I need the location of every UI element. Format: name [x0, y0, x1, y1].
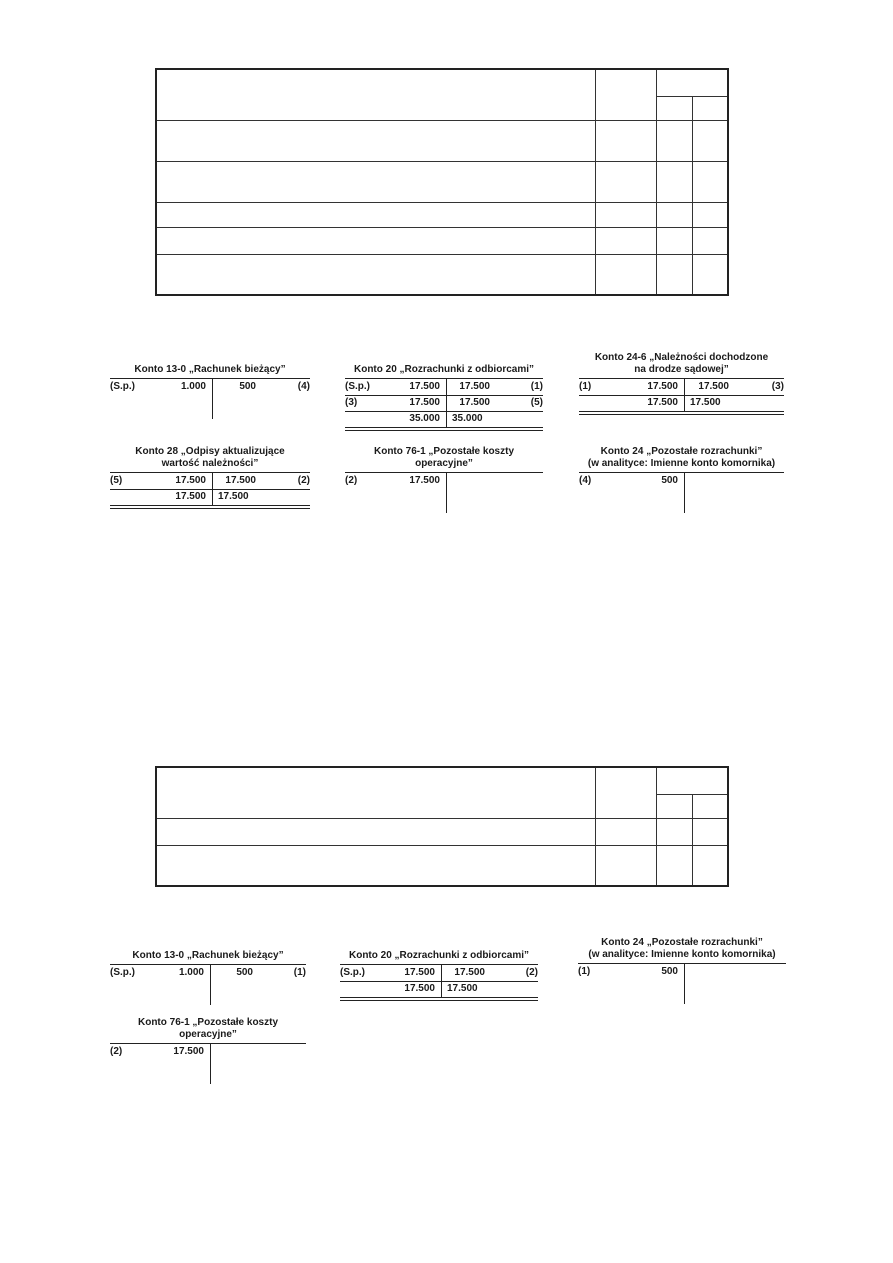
account-title-line: Konto 24-6 „Należności dochodzone: [594, 352, 769, 363]
t-account-divider: [210, 965, 211, 1005]
account-title-line: na drodze sądowej”: [634, 364, 729, 375]
table-cell: [595, 202, 656, 227]
credit-ref: (1): [530, 381, 543, 392]
debit-ref: (3): [345, 397, 358, 408]
header-cell: [595, 69, 656, 120]
table-cell: [156, 161, 595, 202]
debit-ref: (5): [110, 475, 123, 486]
t-account-pozostale-rozrachunki: [579, 446, 784, 513]
debit-amount: 17.500: [173, 1046, 204, 1057]
header-cell: [156, 69, 595, 120]
table-cell: [656, 254, 692, 295]
header-cell: [692, 96, 728, 120]
account-title: [579, 352, 784, 376]
table-cell: [692, 254, 728, 295]
entry-row: [110, 473, 310, 489]
debit-ref: (1): [579, 381, 592, 392]
table-cell: [595, 845, 656, 886]
table-cell: [656, 227, 692, 254]
table-cell: [656, 161, 692, 202]
double-underline: [110, 505, 310, 509]
credit-ref: (4): [297, 381, 310, 392]
account-title-line: (w analityce: Imienne konto komornika): [587, 458, 776, 469]
table-cell: [692, 161, 728, 202]
table-cell: [692, 227, 728, 254]
t-account-pozostale-koszty-operacyjne: [345, 446, 543, 513]
t-account-body: [579, 378, 784, 415]
account-title: [110, 364, 310, 376]
table-cell: [595, 161, 656, 202]
entry-row: [345, 395, 543, 411]
table-cell: [156, 202, 595, 227]
table-cell: [692, 845, 728, 886]
debit-amount: 17.500: [409, 397, 440, 408]
table-cell: [595, 227, 656, 254]
debit-amount: 17.500: [175, 475, 206, 486]
header-cell: [156, 767, 595, 818]
credit-total: 35.000: [452, 413, 483, 424]
t-account-body: [110, 472, 310, 509]
account-title-line: Konto 28 „Odpisy aktualizujące: [135, 446, 285, 457]
t-account-body: [340, 964, 538, 1001]
t-account-divider: [212, 473, 213, 505]
credit-total: 17.500: [447, 983, 478, 994]
t-account-divider: [684, 964, 685, 1004]
debit-ref: (2): [345, 475, 358, 486]
debit-ref: (1): [578, 966, 591, 977]
t-account-body: [110, 1043, 306, 1084]
table-cell: [156, 120, 595, 161]
table-cell: [156, 227, 595, 254]
entry-row: [579, 473, 784, 489]
credit-amount: 500: [239, 381, 256, 392]
t-account-pozostale-rozrachunki-2: [578, 937, 786, 1004]
account-title-line: Konto 13-0 „Rachunek bieżący”: [132, 950, 284, 961]
account-title: [578, 937, 786, 961]
account-title: [579, 446, 784, 470]
credit-amount: 17.500: [459, 397, 490, 408]
total-row: [110, 489, 310, 505]
entry-row: [345, 473, 543, 489]
t-account-naleznosci-dochodzone: [579, 352, 784, 415]
debit-total: 35.000: [409, 413, 440, 424]
account-title: [110, 950, 306, 962]
t-account-divider: [684, 379, 685, 411]
table-cell: [656, 818, 692, 845]
t-account-divider: [441, 965, 442, 997]
t-account-divider: [684, 473, 685, 513]
debit-amount: 500: [661, 475, 678, 486]
entry-row: [579, 379, 784, 395]
credit-ref: (3): [771, 381, 784, 392]
debit-ref: (4): [579, 475, 592, 486]
t-account-body: [110, 964, 306, 1005]
credit-ref: (2): [525, 967, 538, 978]
debit-total: 17.500: [175, 491, 206, 502]
table-cell: [156, 818, 595, 845]
double-underline: [340, 997, 538, 1001]
debit-amount: 17.500: [647, 381, 678, 392]
entry-row: [110, 965, 306, 981]
table-cell: [156, 845, 595, 886]
credit-ref: (5): [530, 397, 543, 408]
t-account-divider: [212, 379, 213, 419]
table-cell: [692, 202, 728, 227]
t-account-body: [579, 472, 784, 513]
account-title-line: operacyjne”: [179, 1029, 237, 1040]
credit-total: 17.500: [218, 491, 249, 502]
t-account-divider: [210, 1044, 211, 1084]
entry-row: [345, 379, 543, 395]
table-cell: [656, 202, 692, 227]
credit-amount: 500: [236, 967, 253, 978]
t-account-odpisy-aktualizujace: [110, 446, 310, 509]
debit-amount: 1.000: [180, 381, 206, 392]
account-title: [340, 950, 538, 962]
t-account-rozrachunki-z-odbiorcami-2: [340, 950, 538, 1001]
account-title-line: Konto 20 „Rozrachunki z odbiorcami”: [353, 364, 535, 375]
debit-ref: (S.p.): [340, 967, 365, 978]
table-cell: [156, 254, 595, 295]
total-row: [579, 395, 784, 411]
debit-total: 17.500: [404, 983, 435, 994]
credit-total: 17.500: [690, 397, 721, 408]
debit-ref: (S.p.): [110, 381, 135, 392]
account-title: [110, 446, 310, 470]
account-title-line: operacyjne”: [415, 458, 473, 469]
table-cell: [692, 120, 728, 161]
journal-table-2: [155, 766, 729, 887]
credit-amount: 17.500: [454, 967, 485, 978]
account-title: [110, 1017, 306, 1041]
table-cell: [595, 254, 656, 295]
table-cell: [692, 818, 728, 845]
debit-amount: 17.500: [409, 475, 440, 486]
double-underline: [579, 411, 784, 415]
t-account-rachunek-biezacy-2: [110, 950, 306, 1005]
debit-ref: (S.p.): [110, 967, 135, 978]
entry-row: [578, 964, 786, 980]
header-cell: [595, 767, 656, 818]
account-title-line: (w analityce: Imienne konto komornika): [588, 949, 776, 960]
header-cell: [656, 69, 728, 96]
table-cell: [595, 120, 656, 161]
t-account-divider: [446, 473, 447, 513]
debit-total: 17.500: [647, 397, 678, 408]
account-title-line: Konto 76-1 „Pozostałe koszty: [137, 1017, 279, 1028]
entry-row: [340, 965, 538, 981]
header-cell: [656, 96, 692, 120]
t-account-pozostale-koszty-operacyjne-2: [110, 1017, 306, 1084]
entry-row: [110, 1044, 306, 1060]
account-title-line: wartość należności”: [161, 458, 259, 469]
total-row: [345, 411, 543, 427]
account-title: [345, 364, 543, 376]
table-cell: [595, 818, 656, 845]
debit-ref: (S.p.): [345, 381, 370, 392]
credit-amount: 17.500: [698, 381, 729, 392]
header-cell: [656, 794, 692, 818]
account-title-line: Konto 13-0 „Rachunek bieżący”: [134, 364, 286, 375]
account-title-line: Konto 20 „Rozrachunki z odbiorcami”: [348, 950, 530, 961]
account-title-line: Konto 24 „Pozostałe rozrachunki”: [600, 446, 763, 457]
debit-amount: 17.500: [409, 381, 440, 392]
credit-amount: 17.500: [225, 475, 256, 486]
t-account-body: [578, 963, 786, 1004]
account-title-line: Konto 24 „Pozostałe rozrachunki”: [601, 937, 763, 948]
t-account-rozrachunki-z-odbiorcami: [345, 364, 543, 431]
journal-table-1: [155, 68, 729, 296]
credit-ref: (1): [293, 967, 306, 978]
t-account-body: [345, 472, 543, 513]
debit-ref: (2): [110, 1046, 123, 1057]
total-row: [340, 981, 538, 997]
t-account-rachunek-biezacy: [110, 364, 310, 419]
entry-row: [110, 379, 310, 395]
debit-amount: 17.500: [404, 967, 435, 978]
table-cell: [656, 120, 692, 161]
debit-amount: 1.000: [178, 967, 204, 978]
account-title-line: Konto 76-1 „Pozostałe koszty: [373, 446, 515, 457]
credit-ref: (2): [297, 475, 310, 486]
double-underline: [345, 427, 543, 431]
header-cell: [692, 794, 728, 818]
t-account-body: [345, 378, 543, 431]
account-title: [345, 446, 543, 470]
t-account-divider: [446, 379, 447, 427]
header-cell: [656, 767, 728, 794]
credit-amount: 17.500: [459, 381, 490, 392]
t-account-body: [110, 378, 310, 419]
table-cell: [656, 845, 692, 886]
debit-amount: 500: [661, 966, 678, 977]
